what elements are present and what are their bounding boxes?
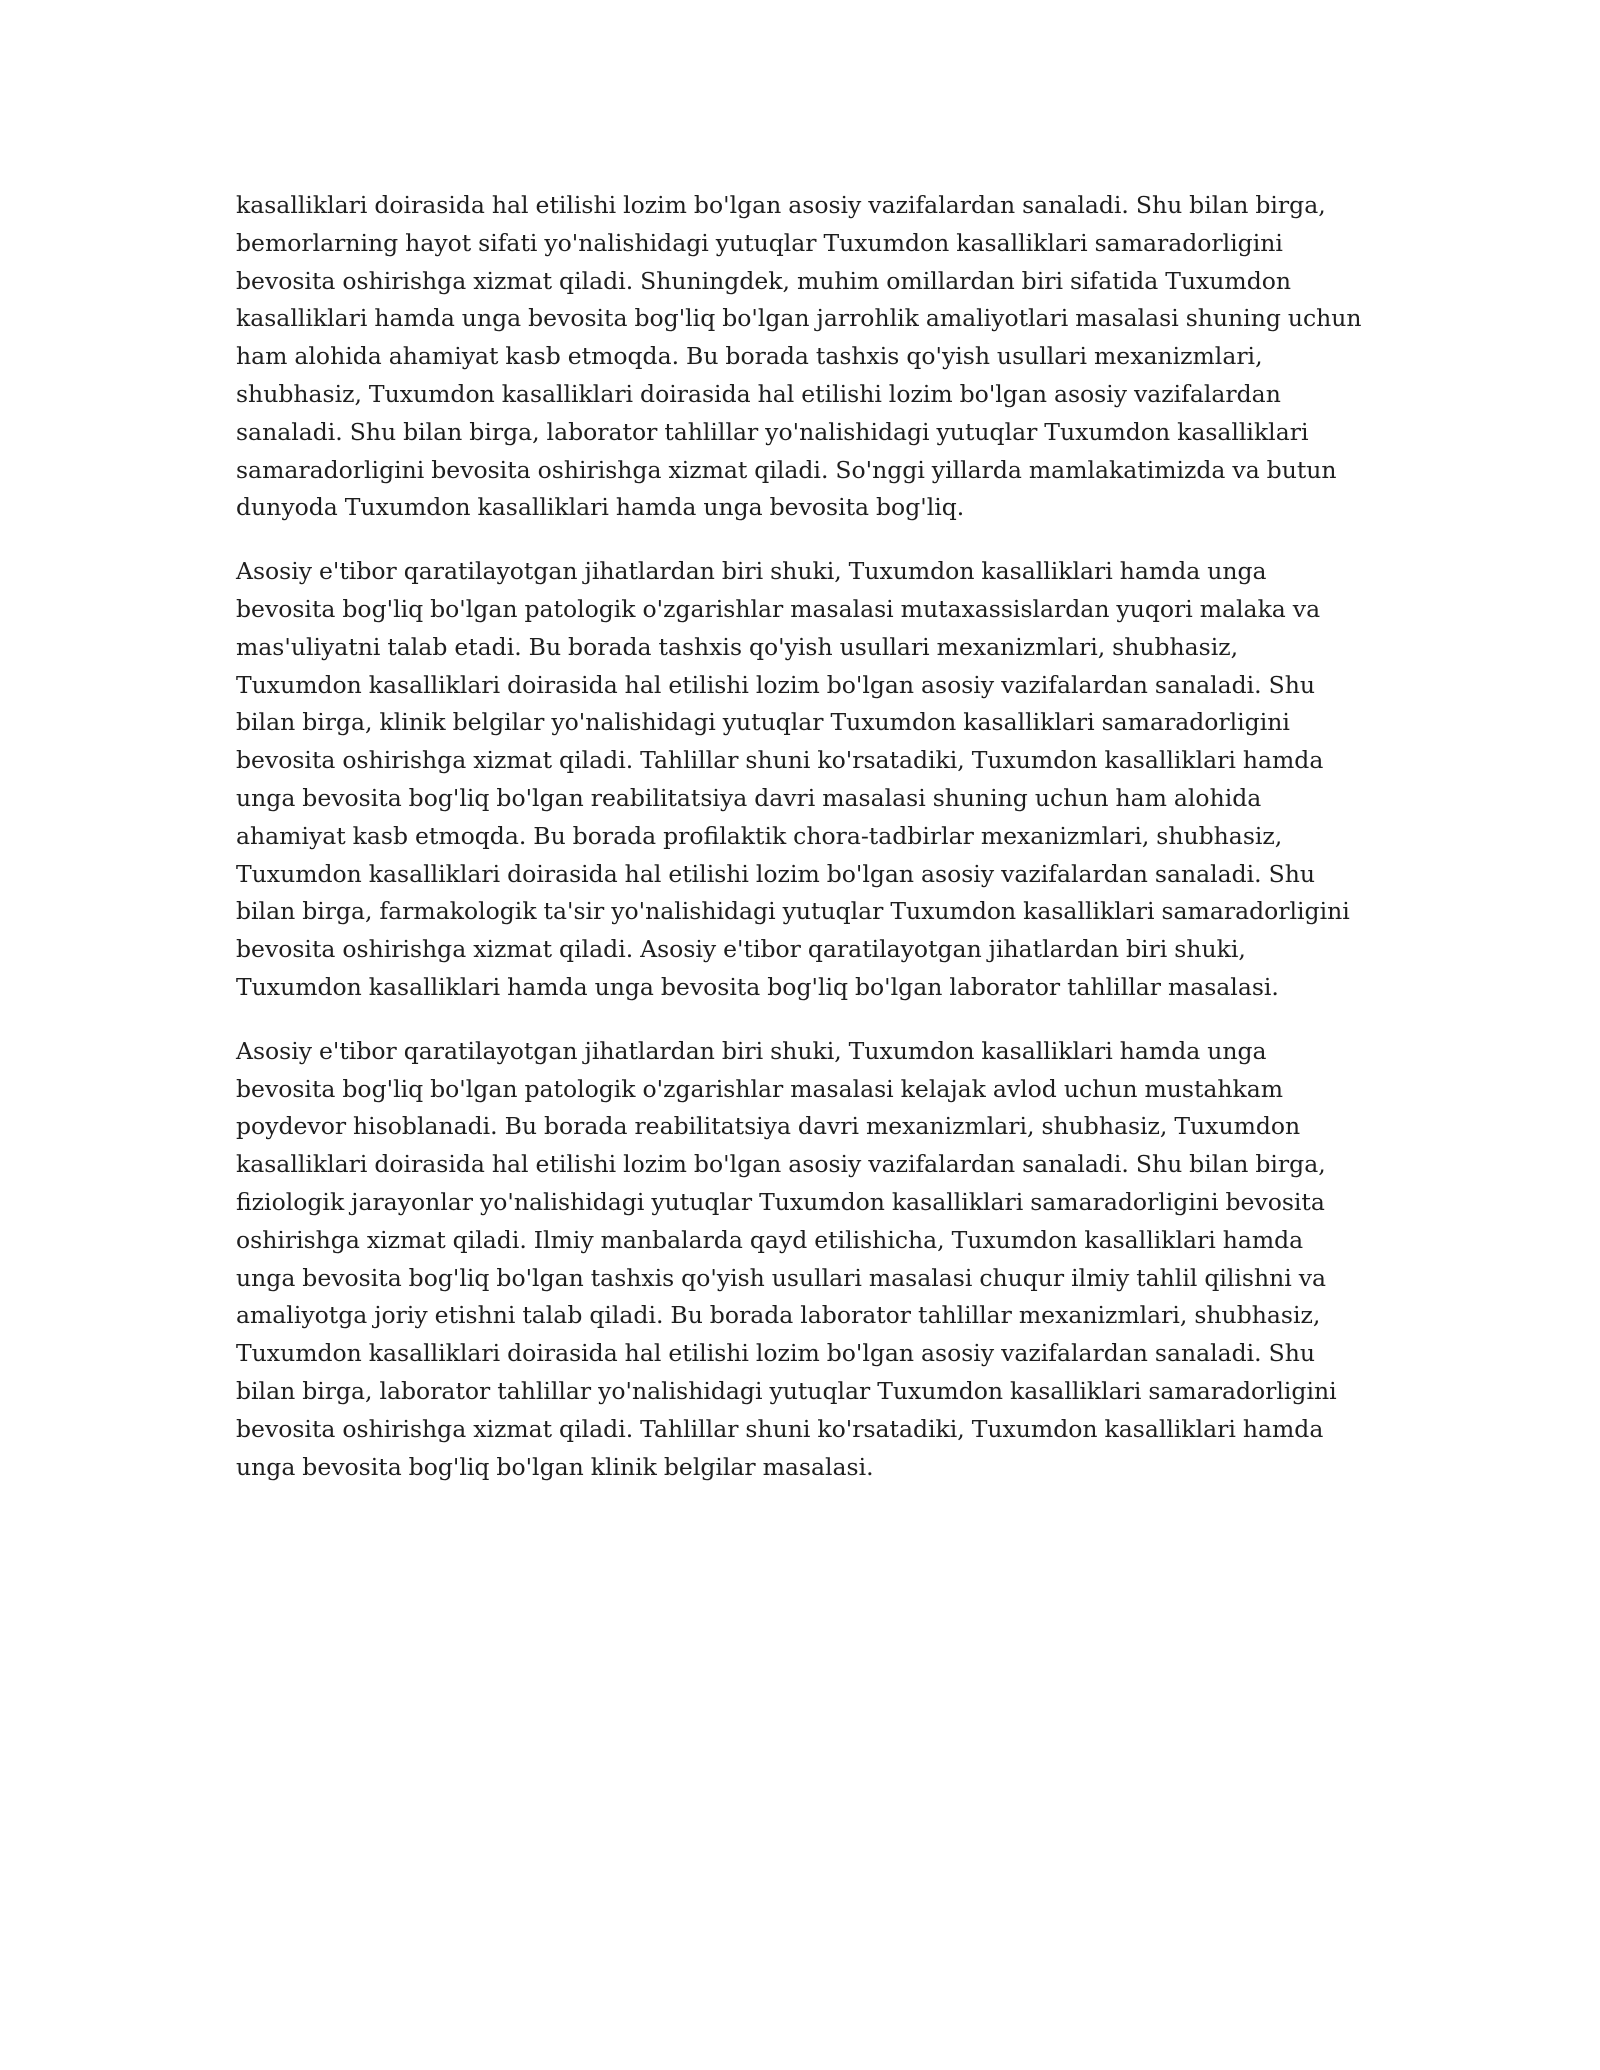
text-line: fiziologik jarayonlar yo'nalishidagi yutuqlar Tuxumdon kasalliklari samaradorligini bevosita — [236, 1187, 1325, 1216]
text-line: ahamiyat kasb etmoqda. Bu borada profilaktik chora-tadbirlar mexanizmlari, shubhasiz, — [236, 821, 1283, 850]
paragraph-3 — [236, 1033, 1366, 1487]
text-line: Asosiy e'tibor qaratilayotgan jihatlardan biri shuki, Tuxumdon kasalliklari hamda unga — [236, 557, 1267, 586]
text-line: sanaladi. Shu bilan birga, laborator tahlillar yo'nalishidagi yutuqlar Tuxumdon kasalliklari — [236, 417, 1309, 446]
text-line: bilan birga, laborator tahlillar yo'nalishidagi yutuqlar Tuxumdon kasalliklari samaradorligini — [236, 1376, 1337, 1405]
text-line: bevosita oshirishga xizmat qiladi. Shuningdek, muhim omillardan biri sifatida Tuxumdon — [236, 266, 1292, 295]
text-line: bevosita oshirishga xizmat qiladi. Tahlillar shuni ko'rsatadiki, Tuxumdon kasalliklari hamda — [236, 1414, 1324, 1443]
text-line: amaliyotga joriy etishni talab qiladi. Bu borada laborator tahlillar mexanizmlari, shubhasiz, — [236, 1301, 1321, 1330]
text-line: Tuxumdon kasalliklari hamda unga bevosita bog'liq bo'lgan laborator tahlillar masalasi. — [236, 972, 1279, 1001]
text-line: bevosita oshirishga xizmat qiladi. Asosiy e'tibor qaratilayotgan jihatlardan biri shuki, — [236, 935, 1246, 964]
text-line: bevosita bog'liq bo'lgan patologik o'zgarishlar masalasi kelajak avlod uchun mustahkam — [236, 1074, 1284, 1103]
text-line: Tuxumdon kasalliklari doirasida hal etilishi lozim bo'lgan asosiy vazifalardan sanaladi. Shu — [236, 670, 1315, 699]
text-line: Asosiy e'tibor qaratilayotgan jihatlardan biri shuki, Tuxumdon kasalliklari hamda unga — [236, 1036, 1267, 1065]
text-line: bevosita oshirishga xizmat qiladi. Tahlillar shuni ko'rsatadiki, Tuxumdon kasalliklari hamda — [236, 746, 1324, 775]
text-line: bilan birga, klinik belgilar yo'nalishidagi yutuqlar Tuxumdon kasalliklari samaradorligini — [236, 708, 1290, 737]
text-line: shubhasiz, Tuxumdon kasalliklari doirasida hal etilishi lozim bo'lgan asosiy vazifalardan — [236, 379, 1281, 408]
text-line: mas'uliyatni talab etadi. Bu borada tashxis qo'yish usullari mexanizmlari, shubhasiz, — [236, 632, 1239, 661]
text-line: unga bevosita bog'liq bo'lgan reabilitatsiya davri masalasi shuning uchun ham alohida — [236, 783, 1262, 812]
text-line: ham alohida ahamiyat kasb etmoqda. Bu borada tashxis qo'yish usullari mexanizmlari, — [236, 342, 1263, 371]
text-line: bevosita bog'liq bo'lgan patologik o'zgarishlar masalasi mutaxassislardan yuqori malaka va — [236, 594, 1321, 623]
text-line: kasalliklari doirasida hal etilishi lozim bo'lgan asosiy vazifalardan sanaladi. Shu bilan birga, — [236, 1150, 1326, 1179]
text-line: bemorlarning hayot sifati yo'nalishidagi yutuqlar Tuxumdon kasalliklari samaradorligini — [236, 228, 1283, 257]
text-line: kasalliklari doirasida hal etilishi lozim bo'lgan asosiy vazifalardan sanaladi. Shu bilan birga, — [236, 191, 1326, 219]
text-line: poydevor hisoblanadi. Bu borada reabilitatsiya davri mexanizmlari, shubhasiz, Tuxumdon — [236, 1112, 1301, 1141]
text-line: Tuxumdon kasalliklari doirasida hal etilishi lozim bo'lgan asosiy vazifalardan sanaladi. Shu — [236, 1339, 1315, 1368]
text-line: unga bevosita bog'liq bo'lgan tashxis qo'yish usullari masalasi chuqur ilmiy tahlil qilishni va — [236, 1263, 1327, 1292]
text-line: bilan birga, farmakologik ta'sir yo'nalishidagi yutuqlar Tuxumdon kasalliklari samaradorligini — [236, 897, 1350, 926]
paragraph-1 — [236, 187, 1366, 527]
text-line: oshirishga xizmat qiladi. Ilmiy manbalarda qayd etilishicha, Tuxumdon kasalliklari hamda — [236, 1225, 1304, 1254]
document-body — [236, 187, 1366, 1512]
text-line: Tuxumdon kasalliklari doirasida hal etilishi lozim bo'lgan asosiy vazifalardan sanaladi. Shu — [236, 859, 1315, 888]
text-line: samaradorligini bevosita oshirishga xizmat qiladi. So'nggi yillarda mamlakatimizda va butun — [236, 455, 1337, 484]
text-line: dunyoda Tuxumdon kasalliklari hamda unga bevosita bog'liq. — [236, 493, 965, 522]
text-line: kasalliklari hamda unga bevosita bog'liq bo'lgan jarrohlik amaliyotlari masalasi shuning uchun — [236, 304, 1362, 333]
text-line: unga bevosita bog'liq bo'lgan klinik belgilar masalasi. — [236, 1452, 874, 1481]
paragraph-2 — [236, 553, 1366, 1007]
